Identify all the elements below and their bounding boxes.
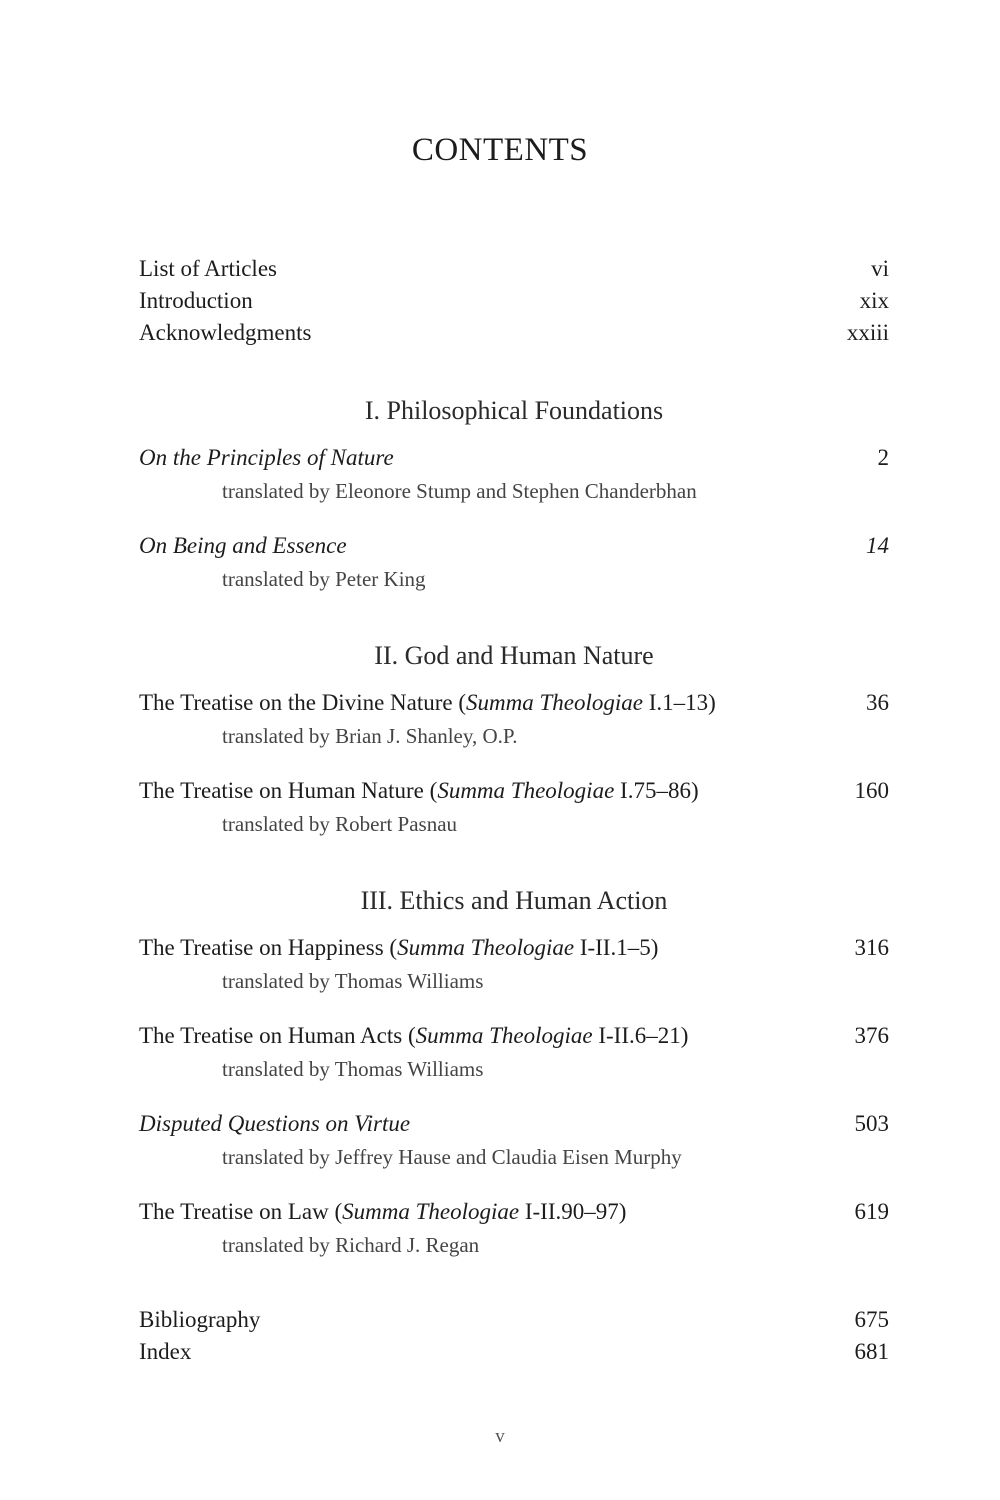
toc-entry-human-acts[interactable] [139,1021,889,1051]
toc-page-number: vi [871,256,889,281]
toc-page-number: 14 [866,533,889,558]
section-heading: III. Ethics and Human Action [360,886,668,915]
toc-page-number: 376 [854,1023,889,1048]
toc-entry-principles-of-nature[interactable] [139,443,889,473]
toc-entry-title: On the Principles of Nature [139,445,394,470]
page-number-folio: v [495,1426,505,1447]
section-heading: I. Philosophical Foundations [364,396,664,425]
work-title: Summa Theologiae [466,690,644,715]
toc-page-number: 675 [854,1307,889,1332]
toc-entry-title: On Being and Essence [139,533,347,558]
toc-entry-introduction[interactable] [139,286,889,316]
toc-entry-translator: translated by Jeffrey Hause and Claudia Eisen Murphy [222,1145,682,1169]
work-title: Summa Theologiae [415,1023,593,1048]
toc-entry-divine-nature[interactable] [139,688,889,718]
toc-entry-index[interactable] [139,1337,889,1367]
toc-entry-acknowledgments[interactable] [139,318,889,348]
toc-entry-bibliography[interactable] [139,1305,889,1335]
toc-entry-title: Disputed Questions on Virtue [139,1111,411,1136]
toc-entry-title: The Treatise on the Divine Nature (Summa Theologiae I.1–13) [139,690,716,715]
toc-page-number: 2 [877,445,889,470]
toc-entry-label: Bibliography [139,1307,261,1332]
section-heading: II. God and Human Nature [374,641,654,670]
toc-entry-title: The Treatise on Human Acts (Summa Theologiae I-II.6–21) [139,1023,689,1048]
toc-entry-title: The Treatise on Happiness (Summa Theologiae I-II.1–5) [139,935,659,960]
toc-entry-translator: translated by Brian J. Shanley, O.P. [222,724,518,748]
toc-entry-list-of-articles[interactable] [139,254,889,284]
toc-page-number: 681 [854,1339,889,1364]
toc-entry-happiness[interactable] [139,933,889,963]
toc-entry-law[interactable] [139,1197,889,1227]
toc-page-number: 160 [854,778,889,803]
toc-entry-translator: translated by Thomas Williams [222,969,484,993]
toc-entry-translator: translated by Eleonore Stump and Stephen Chanderbhan [222,479,697,503]
toc-page-number: 619 [854,1199,889,1224]
toc-entry-translator: translated by Thomas Williams [222,1057,484,1081]
toc-entry-virtue[interactable] [139,1109,889,1139]
toc-entry-label: List of Articles [139,256,277,281]
toc-entry-human-nature[interactable] [139,776,889,806]
toc-entry-being-and-essence[interactable] [139,531,889,561]
toc-page-number: 316 [854,935,889,960]
toc-entry-title: The Treatise on Human Nature (Summa Theologiae I.75–86) [139,778,699,803]
toc-entry-translator: translated by Peter King [222,567,426,591]
toc-entry-label: Acknowledgments [139,320,312,345]
toc-entry-translator: translated by Robert Pasnau [222,812,458,836]
work-title: Summa Theologiae [342,1199,520,1224]
toc-page-number: xix [859,288,889,313]
toc-page-number: 503 [854,1111,889,1136]
toc-page-number: 36 [866,690,889,715]
page-title: CONTENTS [411,132,589,168]
work-title: Summa Theologiae [397,935,575,960]
toc-entry-translator: translated by Richard J. Regan [222,1233,480,1257]
toc-page-number: xxiii [846,320,889,345]
toc-entry-title: The Treatise on Law (Summa Theologiae I-II.90–97) [139,1199,627,1224]
toc-entry-label: Introduction [139,288,253,313]
toc-entry-label: Index [139,1339,192,1364]
work-title: Summa Theologiae [437,778,615,803]
